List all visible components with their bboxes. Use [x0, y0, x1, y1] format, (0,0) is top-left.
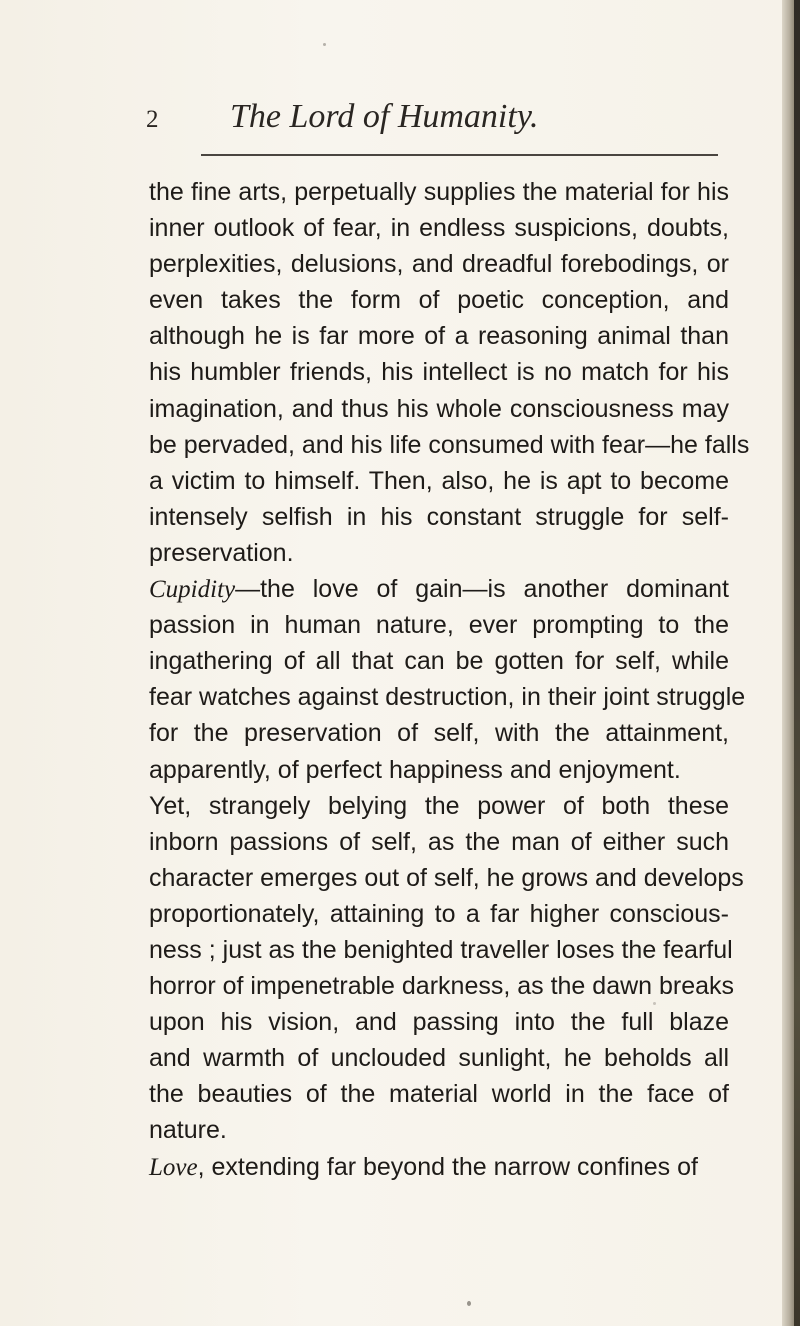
- text-line: imagination, and thus his whole consciousness may: [149, 394, 729, 423]
- text-line: a victim to himself. Then, also, he is apt to become: [149, 466, 729, 495]
- text-line: proportionately, attaining to a far higher conscious-: [149, 899, 729, 928]
- text-line: perplexities, delusions, and dreadful forebodings, or: [149, 250, 729, 279]
- text-line: be pervaded, and his life consumed with fear—he falls: [149, 430, 750, 459]
- text-line: ness ; just as the benighted traveller loses the fearful: [149, 935, 733, 964]
- text-line: the beauties of the material world in the face of: [149, 1080, 729, 1109]
- text-line: Cupidity—the love of gain—is another dominant: [149, 575, 729, 604]
- running-title: The Lord of Humanity.: [230, 98, 539, 135]
- text-line: ingathering of all that can be gotten for self, while: [149, 647, 729, 676]
- text-line: the fine arts, perpetually supplies the material for his: [149, 178, 729, 206]
- header-rule: [201, 154, 718, 156]
- text-line: horror of impenetrable darkness, as the dawn breaks: [149, 972, 735, 1001]
- text-line: although he is far more of a reasoning animal than: [149, 322, 729, 351]
- text-line: for the preservation of self, with the attainment,: [149, 719, 729, 748]
- text-line: intensely selfish in his constant struggle for self-: [149, 502, 729, 531]
- text-line: even takes the form of poetic conception, and: [149, 286, 729, 315]
- text-line: inborn passions of self, as the man of either such: [149, 827, 729, 856]
- text-line: Love, extending far beyond the narrow confines of: [149, 1152, 698, 1181]
- text-line: upon his vision, and passing into the full blaze: [149, 1008, 729, 1037]
- book-binding-edge: [794, 0, 800, 1326]
- paper-speck: [653, 1002, 656, 1005]
- paper-speck: [323, 43, 326, 46]
- paper-speck: [467, 1301, 471, 1306]
- text-line: Yet, strangely belying the power of both these: [149, 791, 729, 820]
- text-line: his humbler friends, his intellect is no match for his: [149, 358, 729, 387]
- text-line: character emerges out of self, he grows and develops: [149, 863, 744, 892]
- text-line: nature.: [149, 1116, 227, 1145]
- body-text: [149, 174, 750, 1185]
- text-line: and warmth of unclouded sunlight, he beholds all: [149, 1044, 729, 1073]
- page-number: 2: [146, 106, 159, 133]
- text-line: inner outlook of fear, in endless suspicions, doubts,: [149, 214, 729, 243]
- text-line: preservation.: [149, 538, 294, 567]
- text-line: apparently, of perfect happiness and enjoyment.: [149, 755, 681, 784]
- text-line: fear watches against destruction, in their joint struggle: [149, 683, 746, 712]
- text-line: passion in human nature, ever prompting to the: [149, 611, 729, 640]
